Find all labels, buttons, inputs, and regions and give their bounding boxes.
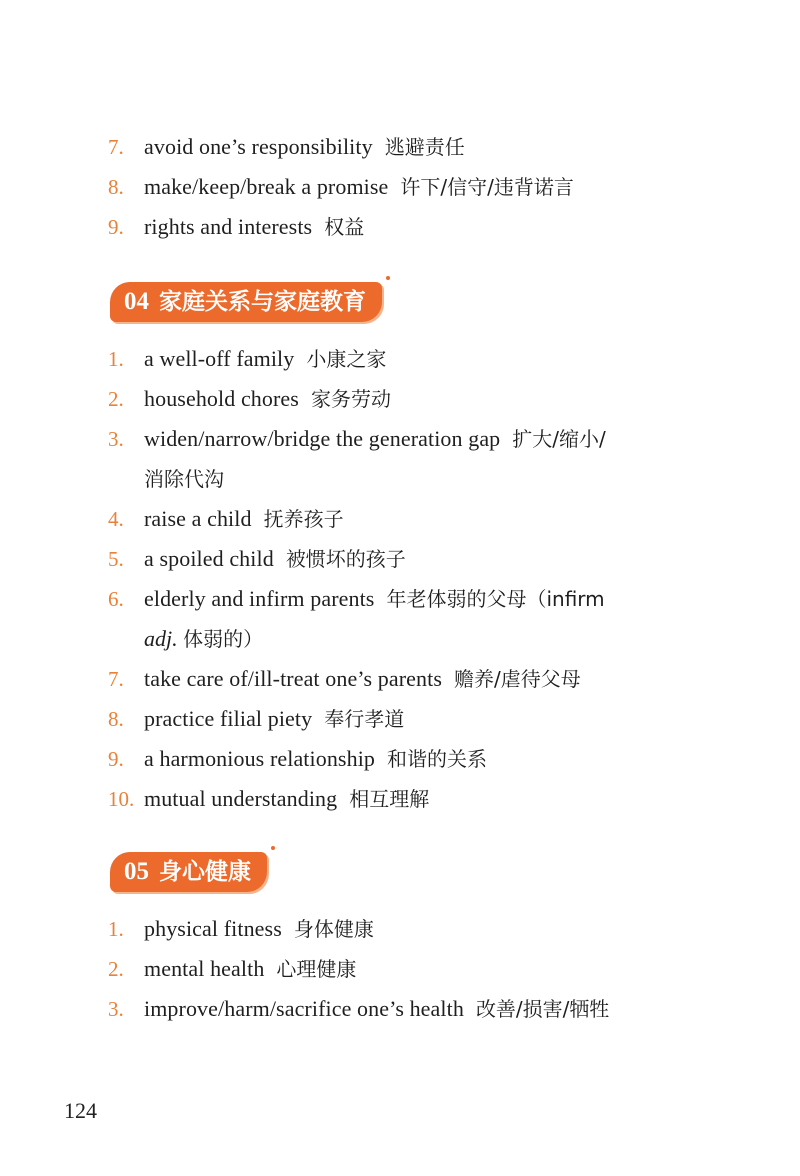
list-item — [108, 339, 708, 379]
list-item — [108, 909, 708, 949]
item-chinese-continued: 体弱的） — [183, 627, 264, 651]
item-english: mutual understanding — [144, 786, 338, 811]
item-number: 1. — [108, 347, 124, 371]
list-item — [108, 419, 708, 499]
item-chinese-continued: 消除代沟 — [144, 467, 224, 491]
item-number: 3. — [108, 427, 124, 451]
item-chinese: 年老体弱的父母（infirm — [386, 587, 605, 611]
item-english: physical fitness — [144, 916, 282, 941]
item-english: raise a child — [144, 506, 252, 531]
list-item — [108, 167, 708, 207]
section-03-list — [108, 127, 708, 247]
list-item — [108, 779, 708, 819]
list-item — [108, 207, 708, 247]
list-item — [108, 127, 708, 167]
item-english: make/keep/break a promise — [144, 174, 389, 199]
item-chinese: 身体健康 — [293, 917, 374, 941]
decorative-dot — [386, 276, 390, 280]
item-english: household chores — [144, 386, 299, 411]
item-chinese: 权益 — [324, 215, 365, 239]
item-chinese: 心理健康 — [276, 957, 357, 981]
list-item — [108, 699, 708, 739]
item-number: 7. — [108, 667, 124, 691]
item-english: elderly and infirm parents — [144, 586, 375, 611]
section-number: 05 — [124, 858, 149, 885]
list-item — [108, 499, 708, 539]
item-chinese: 和谐的关系 — [387, 747, 488, 771]
list-item — [108, 539, 708, 579]
item-number: 5. — [108, 547, 124, 571]
section-title: 身心健康 — [159, 859, 251, 885]
section-number: 04 — [124, 288, 149, 315]
item-english: improve/harm/sacrifice one’s health — [144, 996, 464, 1021]
item-chinese: 被惯坏的孩子 — [285, 547, 406, 571]
item-chinese: 奉行孝道 — [324, 707, 405, 731]
list-item — [108, 989, 708, 1029]
item-english: avoid one’s responsibility — [144, 134, 373, 159]
section-04-list — [108, 339, 708, 819]
section-05-list — [108, 909, 708, 1029]
item-english: practice filial piety — [144, 706, 313, 731]
item-chinese: 赡养/虐待父母 — [454, 667, 581, 691]
list-item — [108, 739, 708, 779]
item-chinese: 许下/信守/违背诺言 — [400, 175, 574, 199]
list-item — [108, 949, 708, 989]
item-chinese: 改善/损害/牺牲 — [475, 997, 610, 1021]
item-number: 9. — [108, 747, 124, 771]
item-number: 3. — [108, 997, 124, 1021]
list-item — [108, 659, 708, 699]
item-english: a spoiled child — [144, 546, 274, 571]
item-english: a well-off family — [144, 346, 295, 371]
list-item — [108, 579, 708, 659]
item-number: 8. — [108, 175, 124, 199]
item-number: 6. — [108, 587, 124, 611]
section-title: 家庭关系与家庭教育 — [159, 289, 366, 315]
item-chinese: 小康之家 — [306, 347, 387, 371]
list-item — [108, 379, 708, 419]
item-chinese: 逃避责任 — [384, 135, 465, 159]
item-english: take care of/ill-treat one’s parents — [144, 666, 443, 691]
item-number: 2. — [108, 957, 124, 981]
item-english: a harmonious relationship — [144, 746, 376, 771]
item-english: widen/narrow/bridge the generation gap — [144, 426, 501, 451]
part-of-speech: adj. — [144, 626, 178, 651]
item-chinese: 相互理解 — [349, 787, 430, 811]
section-05-heading — [110, 852, 267, 892]
item-continuation — [108, 619, 708, 659]
item-number: 4. — [108, 507, 124, 531]
section-04-heading — [110, 282, 382, 322]
item-english: mental health — [144, 956, 265, 981]
item-chinese: 抚养孩子 — [263, 507, 344, 531]
item-number: 9. — [108, 215, 124, 239]
item-continuation — [108, 459, 708, 499]
item-number: 7. — [108, 135, 124, 159]
item-number: 2. — [108, 387, 124, 411]
item-english: rights and interests — [144, 214, 313, 239]
item-number: 10. — [108, 787, 135, 811]
decorative-dot — [271, 846, 275, 850]
item-number: 8. — [108, 707, 124, 731]
item-number: 1. — [108, 917, 124, 941]
item-chinese: 家务劳动 — [310, 387, 391, 411]
page-number: 124 — [64, 1098, 97, 1123]
item-chinese: 扩大/缩小/ — [512, 427, 606, 451]
